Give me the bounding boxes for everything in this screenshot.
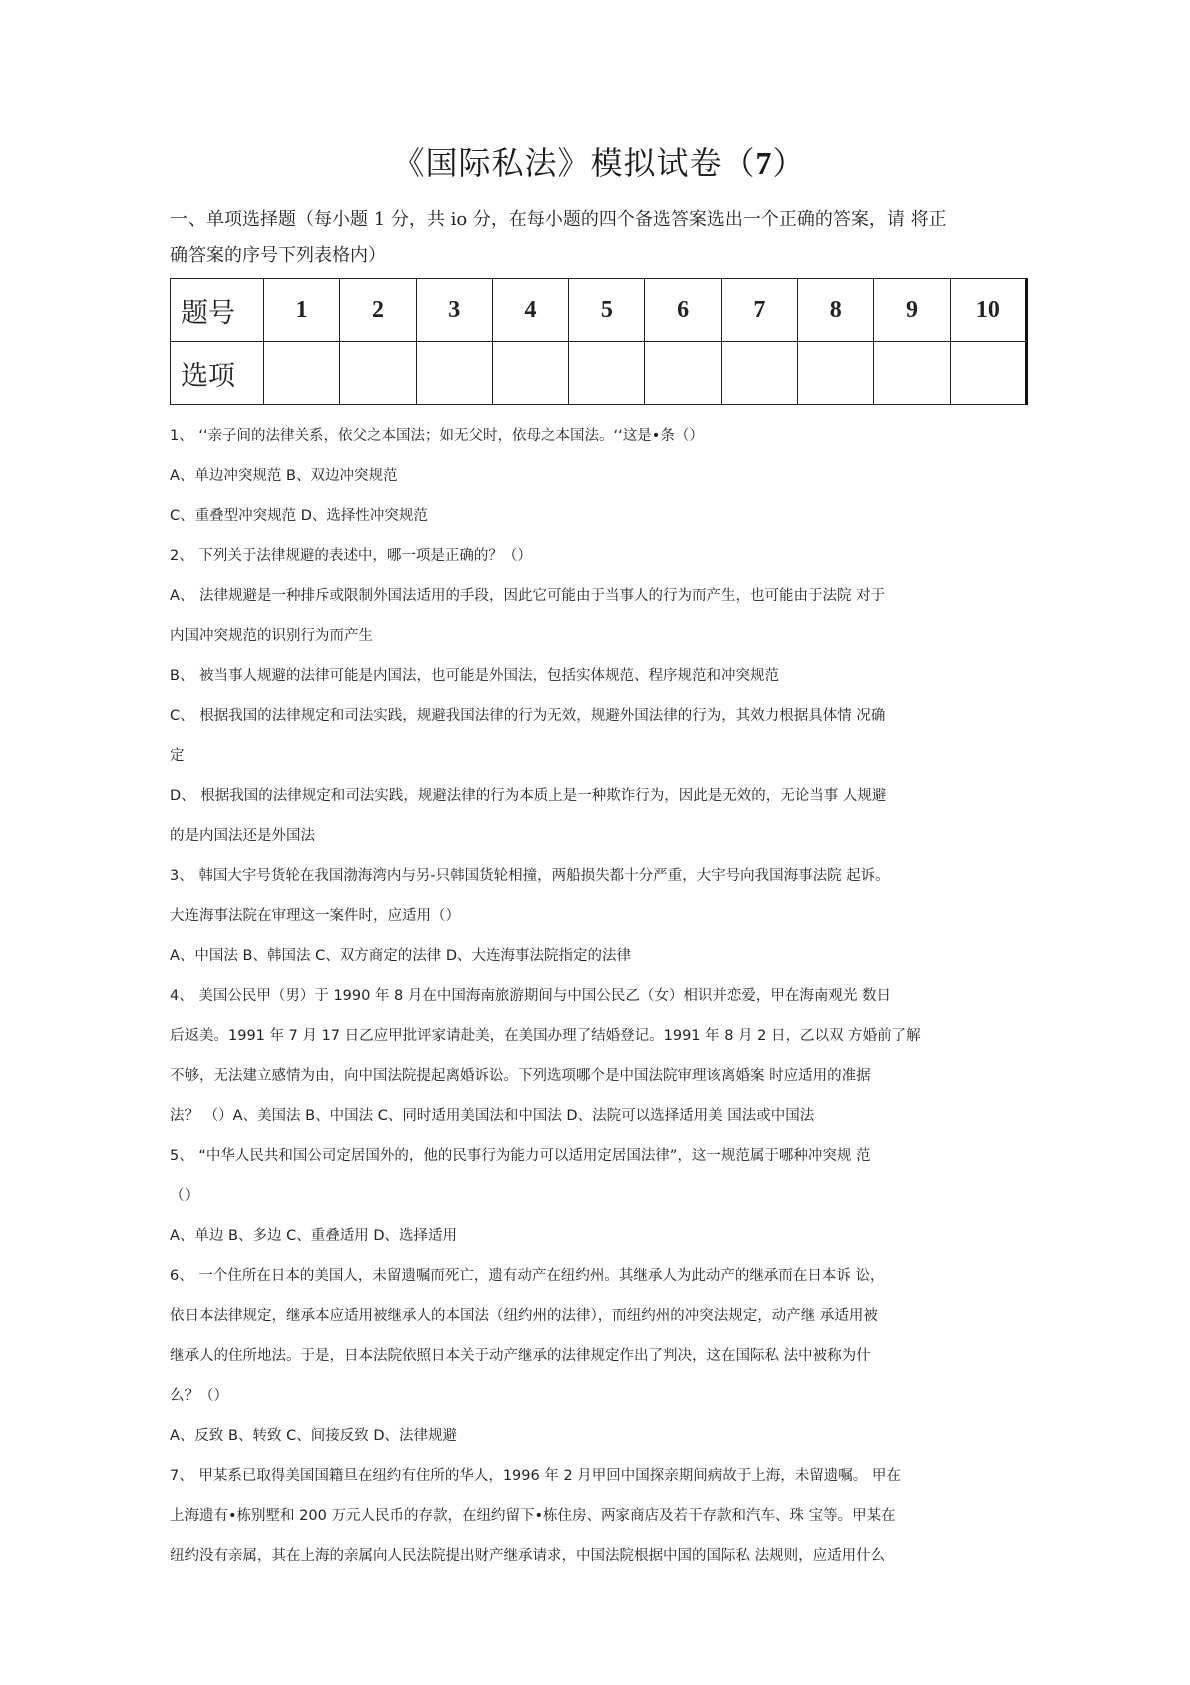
- question-5-stem: （）: [170, 1188, 199, 1204]
- answer-cell[interactable]: [798, 342, 874, 405]
- title-prefix: 《国际私法》模拟试卷（: [392, 144, 756, 182]
- answer-table: [170, 278, 1028, 405]
- answer-cell[interactable]: [874, 342, 950, 405]
- question-number-cell: 10: [950, 279, 1026, 342]
- question-4-options: 法？ （）A、美国法 B、中国法 C、同时适用美国法和中国法 D、法院可以选择适用美 国法或中国法: [170, 1108, 815, 1124]
- question-list: [170, 416, 1028, 1576]
- section-heading-line2: 确答案的序号下列表格内）: [170, 245, 386, 266]
- answer-cell[interactable]: [569, 342, 645, 405]
- question-number-cell: 1: [264, 279, 340, 342]
- question-number-cell: 7: [721, 279, 797, 342]
- question-number-cell: 4: [492, 279, 568, 342]
- question-2-option-d: 的是内国法还是外国法: [170, 828, 315, 844]
- question-3-stem: 大连海事法院在审理这一案件时，应适用（）: [170, 908, 460, 924]
- question-3-stem: 3、 韩国大宇号货轮在我国渤海湾内与另-只韩国货轮相撞，两船损失都十分严重，大宇号向我国海事法院 起诉。: [170, 868, 890, 884]
- question-6-stem: 6、 一个住所在日本的美国人，未留遗嘱而死亡，遗有动产在纽约州。其继承人为此动产的继承而在日本诉 讼，: [170, 1268, 885, 1284]
- page-title: [170, 138, 1028, 184]
- question-number-cell: 9: [874, 279, 950, 342]
- question-2-option-c: C、 根据我国的法律规定和司法实践，规避我国法律的行为无效，规避外国法律的行为，其效力根据具体情 况确: [170, 708, 886, 724]
- section-heading-line1: 一、单项选择题（每小题 1 分，共 io 分，在每小题的四个备选答案选出一个正确的答案，请 将正: [170, 209, 947, 230]
- answer-cell[interactable]: [416, 342, 492, 405]
- question-4-stem: 4、 美国公民甲（男）于 1990 年 8 月在中国海南旅游期间与中国公民乙（女）相识并恋爱，甲在海南观光 数日: [170, 988, 892, 1004]
- answer-cell[interactable]: [721, 342, 797, 405]
- question-2-option-b: B、 被当事人规避的法律可能是内国法，也可能是外国法，包括实体规范、程序规范和冲突规范: [170, 668, 780, 684]
- title-suffix: ）: [772, 144, 806, 182]
- question-2-option-a: 内国冲突规范的识别行为而产生: [170, 628, 373, 644]
- answer-cell[interactable]: [264, 342, 340, 405]
- question-7-stem: 7、 甲某系已取得美国国籍旦在纽约有住所的华人，1996 年 2 月甲回中国探亲期间病故于上海，未留遗嘱。 甲在: [170, 1468, 901, 1484]
- question-number-cell: 5: [569, 279, 645, 342]
- question-2-option-a: A、 法律规避是一种排斥或限制外国法适用的手段，因此它可能由于当事人的行为而产生，也可能由于法院 对于: [170, 588, 886, 604]
- question-2-option-c: 定: [170, 748, 185, 764]
- question-6-stem: 依日本法律规定，继承本应适用被继承人的本国法（纽约州的法律），而纽约州的冲突法规定，动产继 承适用被: [170, 1308, 878, 1324]
- question-1-stem: 1、 ‘‘亲子间的法律关系，依父之本国法；如无父时，依母之本国法。‘‘这是•条（）: [170, 428, 704, 444]
- question-5-stem: 5、 “中华人民共和国公司定居国外的，他的民事行为能力可以适用定居国法律”，这一规范属于哪种冲突规 范: [170, 1148, 871, 1164]
- option-header: 选项: [171, 342, 264, 405]
- question-2-stem: 2、 下列关于法律规避的表述中，哪一项是正确的？（）: [170, 548, 532, 564]
- question-number-cell: 8: [798, 279, 874, 342]
- answer-cell[interactable]: [645, 342, 721, 405]
- answer-cell[interactable]: [950, 342, 1026, 405]
- answer-cell[interactable]: [340, 342, 416, 405]
- section-heading: [170, 202, 1028, 274]
- question-4-stem: 后返美。1991 年 7 月 17 日乙应甲批评家请赴美，在美国办理了结婚登记。1991 年 8 月 2 日，乙以双 方婚前了解: [170, 1028, 921, 1044]
- question-number-cell: 3: [416, 279, 492, 342]
- question-3-options: A、中国法 B、韩国法 C、双方商定的法律 D、大连海事法院指定的法律: [170, 948, 631, 964]
- question-4-stem: 不够，无法建立感情为由，向中国法院提起离婚诉讼。下列选项哪个是中国法院审理该离婚案 时应适用的准据: [170, 1068, 871, 1084]
- question-7-stem: 上海遗有•栋别墅和 200 万元人民币的存款，在纽约留下•栋住房、两家商店及若干存款和汽车、珠 宝等。甲某在: [170, 1508, 896, 1524]
- question-number-header: 题号: [171, 279, 264, 342]
- question-6-stem: 么？（）: [170, 1388, 228, 1404]
- answer-cell[interactable]: [492, 342, 568, 405]
- question-number-cell: 6: [645, 279, 721, 342]
- question-7-stem: 纽约没有亲属，其在上海的亲属向人民法院提出财产继承请求，中国法院根据中国的国际私 法规则，应适用什么: [170, 1548, 886, 1564]
- question-1-options: C、重叠型冲突规范 D、选择性冲突规范: [170, 508, 428, 524]
- question-2-option-d: D、 根据我国的法律规定和司法实践，规避法律的行为本质上是一种欺诈行为，因此是无效的，无论当事 人规避: [170, 788, 887, 804]
- question-5-options: A、单边 B、多边 C、重叠适用 D、选择适用: [170, 1228, 457, 1244]
- title-number: 7: [755, 145, 773, 181]
- question-6-stem: 继承人的住所地法。于是，日本法院依照日本关于动产继承的法律规定作出了判决，这在国际私 法中被称为什: [170, 1348, 871, 1364]
- answer-table-option-row: [171, 342, 1027, 405]
- answer-table-number-row: [171, 279, 1027, 342]
- question-1-options: A、单边冲突规范 B、双边冲突规范: [170, 468, 398, 484]
- question-6-options: A、反致 B、转致 C、间接反致 D、法律规避: [170, 1428, 457, 1444]
- question-number-cell: 2: [340, 279, 416, 342]
